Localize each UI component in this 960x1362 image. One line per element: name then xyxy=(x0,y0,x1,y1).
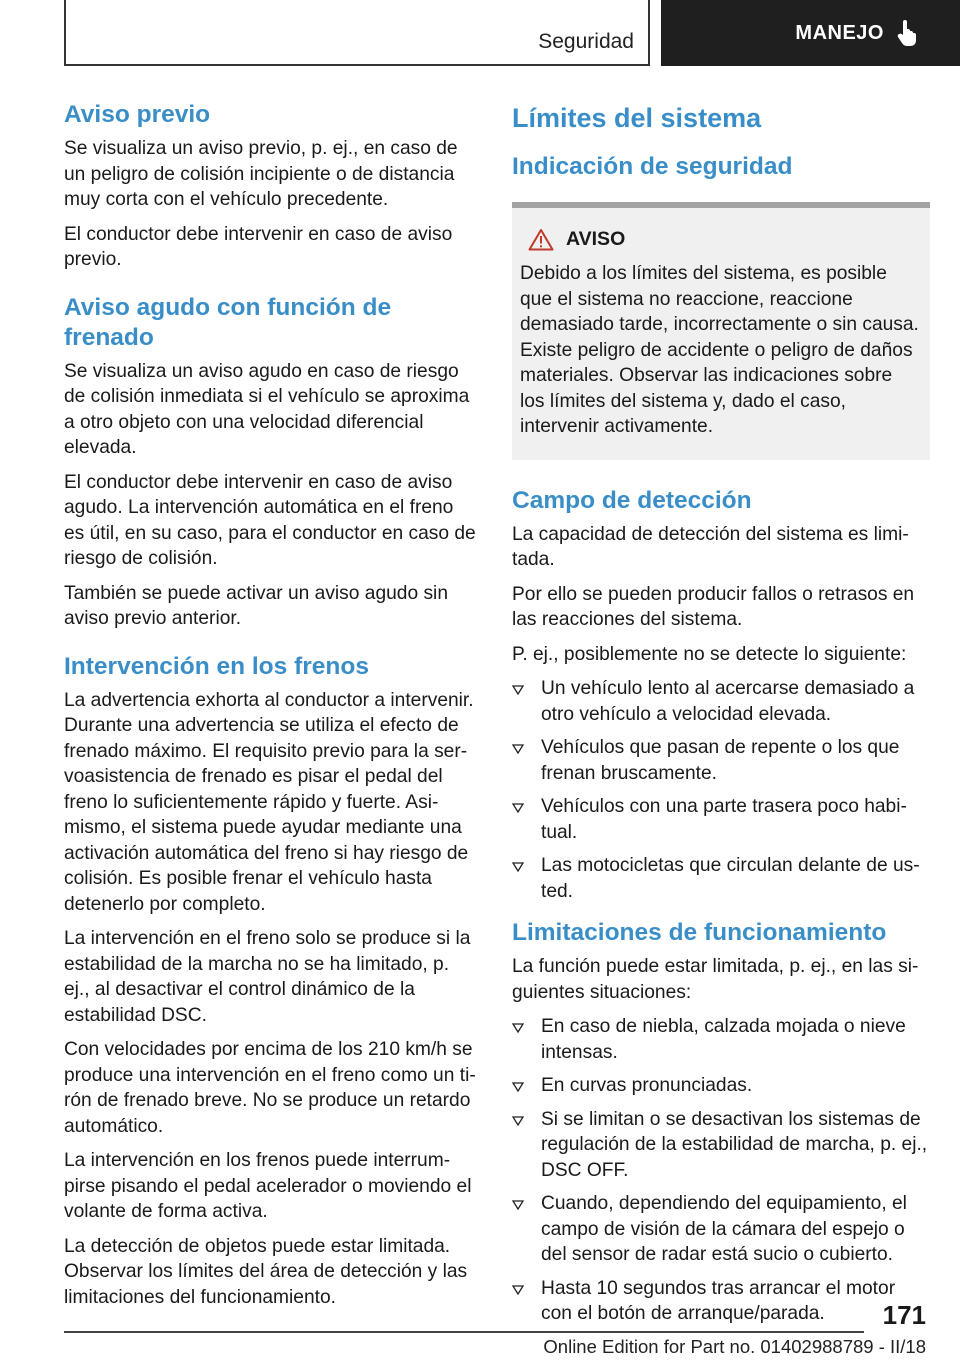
paragraph: La intervención en los frenos puede interrumpirse pisando el pedal acelerador o moviendo el volante de forma activa. xyxy=(64,1150,472,1222)
paragraph: La detección de objetos puede estar limitada. Observar los límites del área de detección y las limitaciones del funcionamiento. xyxy=(64,1235,468,1308)
list-item: Vehículos con una parte trasera poco habitual. xyxy=(512,794,930,845)
triangle-bullet-icon xyxy=(512,802,524,814)
limitations-list xyxy=(512,1014,930,1327)
warning-triangle-icon xyxy=(528,228,554,251)
list-item: Cuando, dependiendo del equipamiento, el campo de visión de la cámara del espejo o del sensor de radar está sucio o cubierto. xyxy=(512,1191,930,1268)
list-item: En caso de niebla, calzada mojada o nieve intensas. xyxy=(512,1014,930,1065)
heading-limites-sistema: Límites del sistema xyxy=(512,103,762,133)
page-number: 171 xyxy=(882,1300,926,1330)
list-item: Si se limitan o se desactivan los sistemas de regulación de la estabilidad de marcha, p. ej., DSC OFF. xyxy=(512,1107,930,1184)
paragraph: Por ello se pueden producir fallos o retrasos en las reacciones del sistema. xyxy=(512,583,915,630)
list-item: En curvas pronunciadas. xyxy=(512,1073,930,1099)
heading-limitaciones-funcionamiento: Limitaciones de funcionamiento xyxy=(512,919,887,946)
triangle-bullet-icon xyxy=(512,1199,524,1211)
triangle-bullet-icon xyxy=(512,743,524,755)
paragraph: La función puede estar limitada, p. ej., en las siguientes situaciones: xyxy=(512,956,919,1003)
triangle-bullet-icon xyxy=(512,1081,524,1093)
header-left-rule xyxy=(64,0,66,66)
warning-text: Debido a los límites del sistema, es posible que el sistema no reaccione, reaccione demasiado tarde, incorrectamente o sin causa. Existe peligro de accidente o peligro de daños materiales. Observar las indicaciones sobre los límites del sistema y, dado el caso, intervenir activamente. xyxy=(520,263,919,437)
triangle-bullet-icon xyxy=(512,1115,524,1127)
paragraph: El conductor debe intervenir en caso de aviso agudo. La intervención automática en el freno es útil, en su caso, para el conductor en caso de riesgo de colisión. xyxy=(64,471,476,569)
list-item: Un vehículo lento al acercarse demasiado a otro vehículo a velocidad elevada. xyxy=(512,676,930,727)
left-column xyxy=(64,100,478,1319)
paragraph: P. ej., posiblemente no se detecte lo siguiente: xyxy=(512,643,907,665)
triangle-bullet-icon xyxy=(512,1284,524,1296)
hand-pointer-icon xyxy=(896,19,920,47)
chapter-tab xyxy=(661,0,960,66)
triangle-bullet-icon xyxy=(512,684,524,696)
paragraph: Se visualiza un aviso previo, p. ej., en caso de un peligro de colisión incipiente o de distancia muy corta con el vehículo precedente. xyxy=(64,138,458,210)
footer-rule xyxy=(64,1331,864,1333)
heading-intervencion-frenos: Intervención en los frenos xyxy=(64,652,369,680)
paragraph: El conductor debe intervenir en caso de aviso previo. xyxy=(64,223,453,270)
paragraph: La capacidad de detección del sistema es limitada. xyxy=(512,523,909,570)
triangle-bullet-icon xyxy=(512,1022,524,1034)
paragraph: También se puede activar un aviso agudo sin aviso previo anterior. xyxy=(64,582,448,629)
right-column xyxy=(512,100,930,1335)
list-item: Hasta 10 segundos tras arrancar el motor con el botón de arranque/parada. xyxy=(512,1276,930,1327)
warning-box xyxy=(512,208,930,460)
list-item: Vehículos que pasan de repente o los que frenan bruscamente. xyxy=(512,735,930,786)
footer-edition: Online Edition for Part no. 01402988789 - II/18 xyxy=(543,1336,926,1357)
list-item: Las motocicletas que circulan delante de usted. xyxy=(512,853,930,904)
undetected-list xyxy=(512,676,930,904)
header-right-rule xyxy=(648,0,650,66)
warning-title: AVISO xyxy=(566,228,626,250)
heading-aviso-previo: Aviso previo xyxy=(64,101,211,128)
header-bottom-rule xyxy=(64,64,650,66)
heading-aviso-agudo: Aviso agudo con función de frenado xyxy=(64,293,392,351)
paragraph: Se visualiza un aviso agudo en caso de riesgo de colisión inmediata si el vehículo se aproxima a otro objeto con una velocidad diferencial elevada. xyxy=(64,360,470,458)
header-section-title: Seguridad xyxy=(538,30,634,53)
paragraph: La advertencia exhorta al conductor a intervenir. Durante una advertencia se utiliza el efecto de frenado máximo. El requisito previo para la servoasistencia de frenado es pisar el pedal del freno lo suficientemente rápido y fuerte. Asimismo, el sistema puede ayudar mediante una activación automática del freno si hay riesgo de colisión. Es posible frenar el vehículo hasta detenerlo por completo. xyxy=(64,689,474,915)
triangle-bullet-icon xyxy=(512,861,524,873)
warning-title-row xyxy=(528,228,920,251)
paragraph: Con velocidades por encima de los 210 km/h se produce una intervención en el freno como un tirón de frenado breve. No se produce un retardo automático. xyxy=(64,1039,476,1137)
heading-indicacion-seguridad: Indicación de seguridad xyxy=(512,153,793,180)
paragraph: La intervención en el freno solo se produce si la estabilidad de la marcha no se ha limitado, p. ej., al desactivar el control dinámico de la estabilidad DSC. xyxy=(64,928,471,1026)
heading-campo-deteccion: Campo de detección xyxy=(512,486,752,514)
chapter-tab-label: MANEJO xyxy=(795,21,884,44)
